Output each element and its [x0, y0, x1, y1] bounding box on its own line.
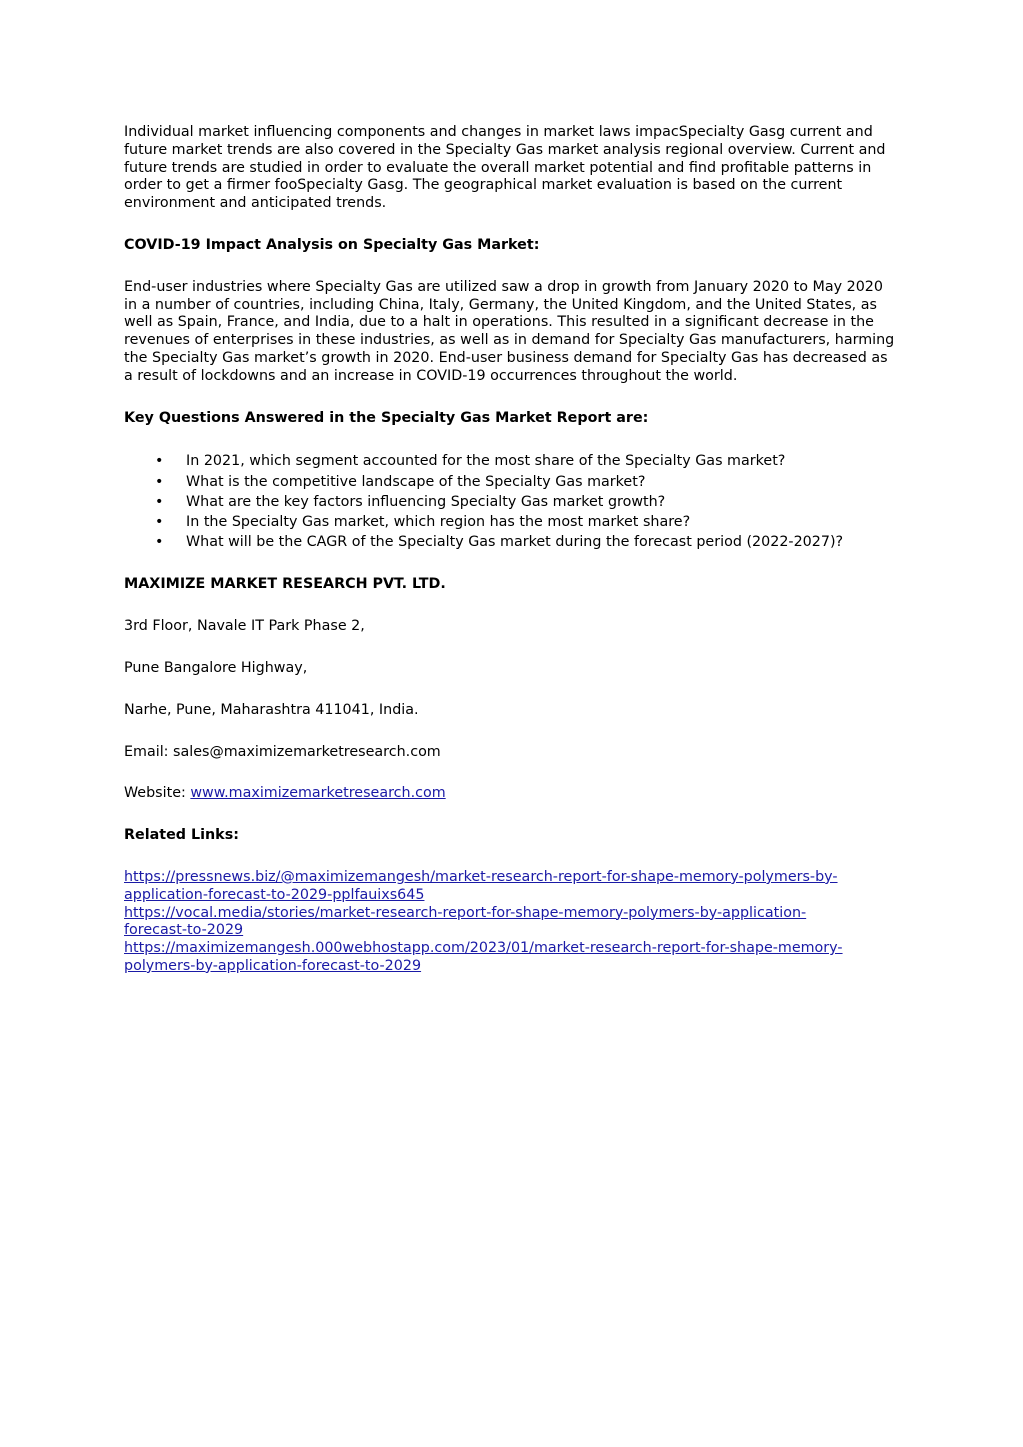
- website-line: [124, 785, 899, 803]
- address-line-3: Narhe, Pune, Maharashtra 411041, India.: [124, 701, 419, 718]
- webhostapp-link[interactable]: https://maximizemangesh.000webhostapp.com/2023/01/market-research-report-for-shape-memory- polymers-by-application-forecast-to-2029: [124, 940, 843, 974]
- related-link-1: [124, 869, 899, 905]
- covid-heading: COVID-19 Impact Analysis on Specialty Gas Market:: [124, 236, 540, 253]
- bullet-icon: •: [155, 493, 164, 510]
- list-item: [124, 472, 899, 492]
- related-links-list: [124, 869, 899, 976]
- intro-paragraph: Individual market influencing components and changes in market laws impacSpecialty Gasg current and future market trends are also covered in the Specialty Gas market analysis regional overview. Current and future trends are studied in order to evaluate the overall market potential and find profitable patterns in order to get a firmer fooSpecialty Gasg. The geographical market evaluation is based on the current environment and anticipated trends.: [124, 124, 886, 212]
- pressnews-link[interactable]: https://pressnews.biz/@maximizemangesh/market-research-report-for-shape-memory-polymers-by- application-forecast-to-2029-pplfauixs645: [124, 868, 838, 903]
- questions-list: [124, 451, 899, 552]
- list-item: [124, 512, 899, 532]
- document-page: [124, 124, 899, 976]
- bullet-icon: •: [155, 453, 164, 470]
- covid-paragraph: End-user industries where Specialty Gas are utilized saw a drop in growth from January 2020 to May 2020 in a number of countries, including China, Italy, Germany, the United Kingdom, and the United States, as well as Spain, France, and India, due to a halt in operations. This resulted in a significant decrease in the revenues of enterprises in these industries, as well as in demand for Specialty Gas manufacturers, harming the Specialty Gas market’s growth in 2020. End-user business demand for Specialty Gas has decreased as a result of lockdowns and an increase in COVID-19 occurrences throughout the world.: [124, 278, 895, 384]
- email-text: Email: sales@maximizemarketresearch.com: [124, 743, 441, 760]
- question-text: What will be the CAGR of the Specialty Gas market during the forecast period (2022-2027)?: [186, 534, 844, 551]
- question-text: In the Specialty Gas market, which region has the most market share?: [186, 513, 691, 530]
- bullet-icon: •: [155, 473, 164, 490]
- address-line-2: Pune Bangalore Highway,: [124, 659, 308, 676]
- related-links-heading: Related Links:: [124, 827, 239, 844]
- related-link-2: [124, 905, 899, 941]
- list-item: [124, 532, 899, 552]
- bullet-icon: •: [155, 534, 164, 551]
- question-text: What are the key factors influencing Specialty Gas market growth?: [186, 493, 666, 510]
- question-text: In 2021, which segment accounted for the most share of the Specialty Gas market?: [186, 453, 786, 470]
- bullet-icon: •: [155, 513, 164, 530]
- related-link-3: [124, 940, 899, 976]
- company-name: MAXIMIZE MARKET RESEARCH PVT. LTD.: [124, 576, 446, 593]
- list-item: [124, 451, 899, 471]
- website-label: Website:: [124, 785, 191, 802]
- question-text: What is the competitive landscape of the Specialty Gas market?: [186, 473, 646, 490]
- list-item: [124, 492, 899, 512]
- questions-heading: Key Questions Answered in the Specialty Gas Market Report are:: [124, 409, 649, 426]
- website-link[interactable]: www.maximizemarketresearch.com: [190, 785, 446, 802]
- address-line-1: 3rd Floor, Navale IT Park Phase 2,: [124, 618, 365, 635]
- vocal-media-link[interactable]: https://vocal.media/stories/market-research-report-for-shape-memory-polymers-by-application- forecast-to-2029: [124, 904, 807, 939]
